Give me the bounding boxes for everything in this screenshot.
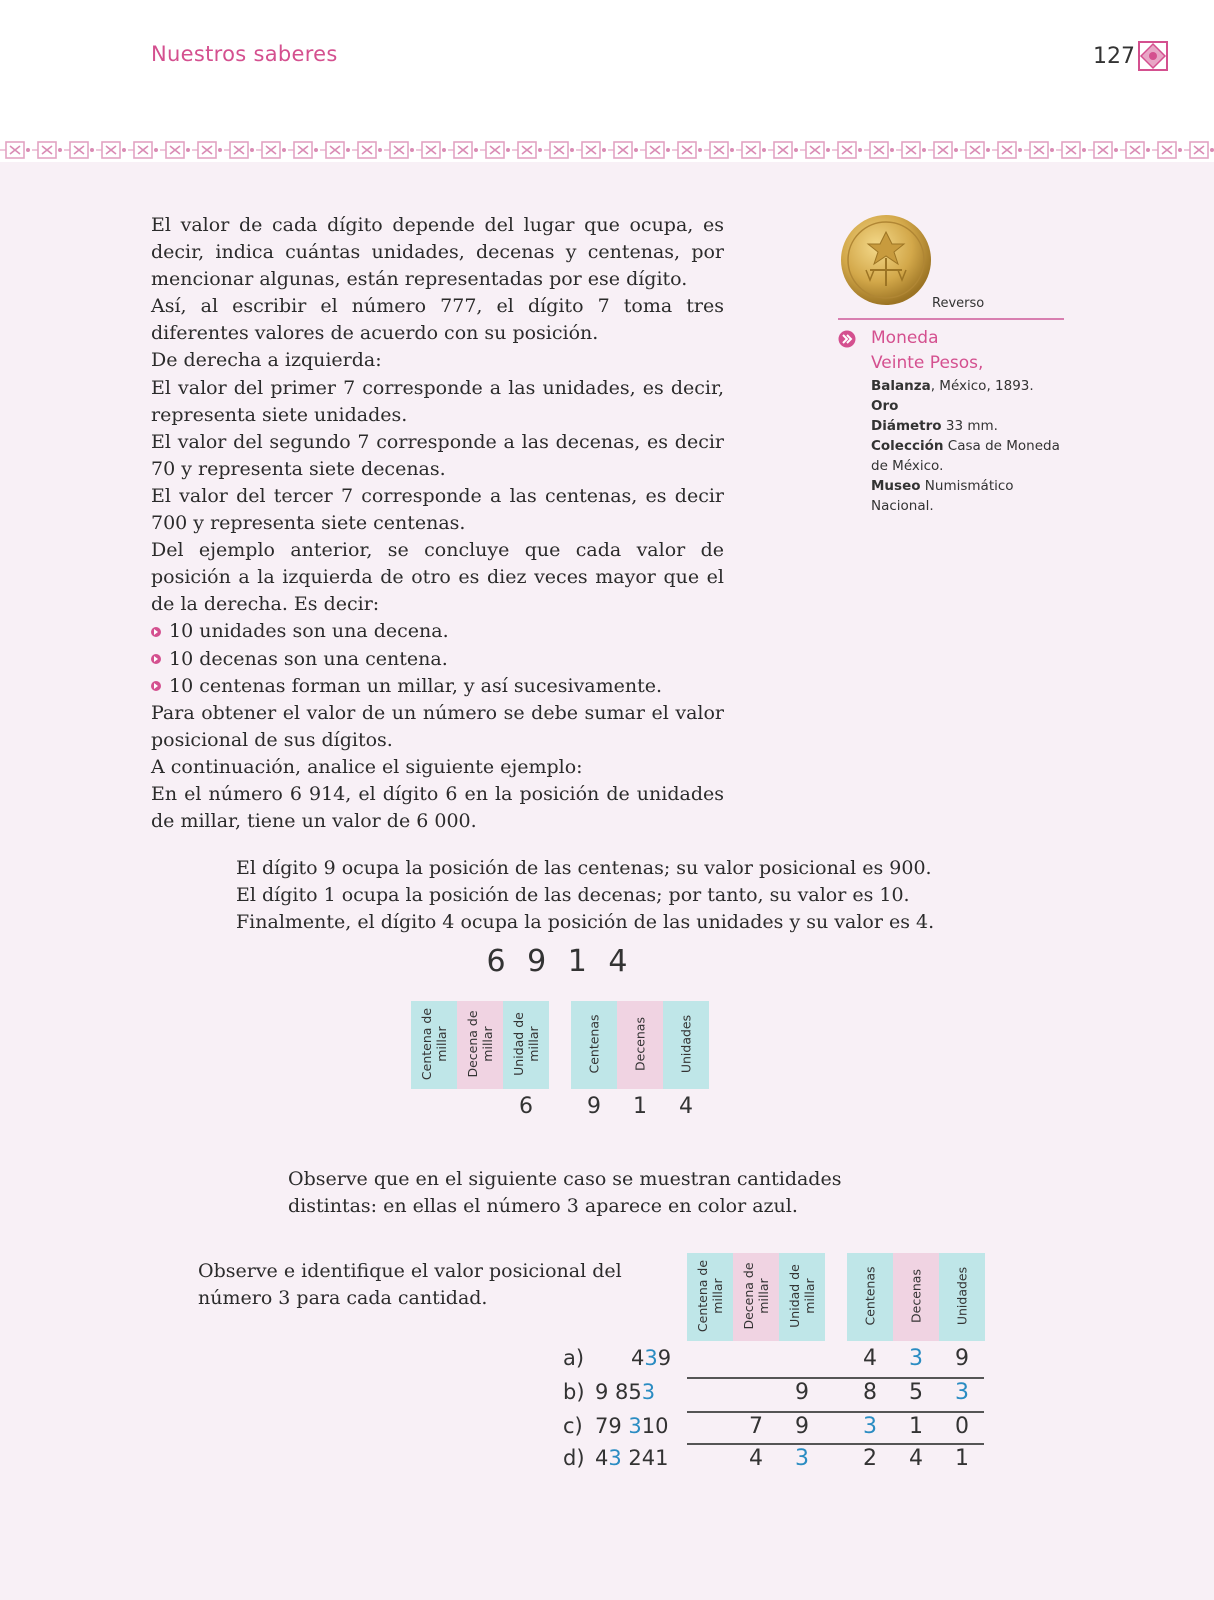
caption-subtitle: Veinte Pesos, — [871, 353, 984, 373]
column-decena-de-millar: Decena de millar — [457, 1001, 503, 1089]
place-value-table-2 — [687, 1253, 987, 1341]
table-digit-highlighted: 3 — [955, 1380, 969, 1405]
section-title: Nuestros saberes — [151, 42, 338, 66]
paragraph: En el número 6 914, el dígito 6 en la posición de unidades de millar, tiene un valor de 6 000. — [151, 782, 724, 833]
identify-text: Observe e identifique el valor posicional del número 3 para cada cantidad. — [198, 1260, 622, 1309]
table-digit: 1 — [909, 1414, 923, 1439]
column-decenas: Decenas — [893, 1253, 939, 1341]
paragraph: El valor de cada dígito depende del lugar que ocupa, es decir, indica cuántas unidades, decenas y centenas, por mencionar algunas, están representadas por ese dígito. — [151, 214, 724, 291]
table-digit: 9 — [795, 1380, 809, 1405]
table-digit-highlighted: 3 — [795, 1446, 809, 1471]
column-centenas: Centenas — [847, 1253, 893, 1341]
paragraph: Así, al escribir el número 777, el dígito 7 toma tres diferentes valores de acuerdo con su posición. — [151, 295, 724, 345]
column-unidades: Unidades — [939, 1253, 985, 1341]
bullet-icon — [151, 627, 161, 637]
table-digit: 9 — [955, 1346, 969, 1371]
quantity-row-a: a) 439 — [563, 1346, 672, 1370]
table-digit: 8 — [863, 1380, 877, 1405]
column-unidades: Unidades — [663, 1001, 709, 1089]
column-centena-de-millar: Centena de millar — [411, 1001, 457, 1089]
table-digit-highlighted: 3 — [909, 1346, 923, 1371]
row-divider — [687, 1443, 984, 1445]
ornament-icon — [1135, 38, 1171, 74]
column-centenas: Centenas — [571, 1001, 617, 1089]
column-decenas: Decenas — [617, 1001, 663, 1089]
table-digit: 4 — [749, 1446, 763, 1471]
quantity-row-c: c) 79 310 — [563, 1414, 669, 1438]
table-digit: 9 — [795, 1414, 809, 1439]
table-digit: 7 — [749, 1414, 763, 1439]
table-digit: 4 — [909, 1446, 923, 1471]
paragraph: El valor del segundo 7 corresponde a las decenas, es decir 70 y representa siete decenas. — [151, 430, 724, 480]
paragraph: Del ejemplo anterior, se concluye que cada valor de posición a la izquierda de otro es diez veces mayor que el de la derecha. Es decir: — [151, 539, 724, 616]
example-text: El dígito 9 ocupa la posición de las centenas; su valor posicional es 900. El dígito 1 ocupa la posición de las decenas; por tanto, su valor es 10. Finalmente, el dígito 4 ocupa la posición de las unidades y su valor es 4. — [236, 857, 935, 933]
paragraph: Para obtener el valor de un número se debe sumar el valor posicional de sus dígitos. — [151, 701, 724, 751]
observe-text: Observe que en el siguiente caso se muestran cantidades distintas: en ellas el número 3 aparece en color azul. — [288, 1168, 842, 1217]
table-digit: 6 — [519, 1094, 533, 1119]
bullet-item: 10 decenas son una centena. — [151, 646, 724, 673]
bullet-item: 10 unidades son una decena. — [151, 618, 724, 645]
paragraph: A continuación, analice el siguiente ejemplo: — [151, 755, 583, 778]
row-divider — [687, 1411, 984, 1413]
example-number: 6 9 1 4 — [486, 944, 634, 979]
main-text — [151, 212, 724, 835]
table-digit: 4 — [863, 1346, 877, 1371]
column-decena-de-millar: Decena de millar — [733, 1253, 779, 1341]
chevron-right-icon — [838, 330, 856, 348]
table-digit-highlighted: 3 — [863, 1414, 877, 1439]
coin-image — [840, 214, 932, 306]
bullet-item: 10 centenas forman un millar, y así sucesivamente. — [151, 673, 724, 700]
paragraph: De derecha a izquierda: — [151, 349, 382, 372]
table-digit: 1 — [955, 1446, 969, 1471]
table-digit: 1 — [633, 1094, 647, 1119]
bullet-icon — [151, 654, 161, 664]
bullet-icon — [151, 681, 161, 691]
coin-side-label: Reverso — [932, 296, 985, 311]
column-centena-de-millar: Centena de millar — [687, 1253, 733, 1341]
column-unidad-de-millar: Unidad de millar — [503, 1001, 549, 1089]
decorative-band — [0, 138, 1214, 162]
table-digit: 0 — [955, 1414, 969, 1439]
table-digit: 4 — [679, 1094, 693, 1119]
caption-title: Moneda — [871, 328, 939, 348]
table-digit: 5 — [909, 1380, 923, 1405]
place-value-table — [411, 1001, 711, 1089]
coin-caption: Moneda Veinte Pesos, Balanza, México, 1893. Oro Diámetro 33 mm. Colección Casa de Moneda de México. Museo Numismático Nacional. — [871, 326, 1071, 516]
table-digit: 2 — [863, 1446, 877, 1471]
page-number: 127 — [1093, 44, 1135, 69]
quantity-row-b: b) 9 853 — [563, 1380, 656, 1404]
quantity-row-d: d) 43 241 — [563, 1446, 669, 1470]
paragraph: El valor del tercer 7 corresponde a las centenas, es decir 700 y representa siete centenas. — [151, 484, 724, 535]
column-unidad-de-millar: Unidad de millar — [779, 1253, 825, 1341]
caption-divider — [838, 318, 1064, 320]
paragraph: El valor del primer 7 corresponde a las unidades, es decir, representa siete unidades. — [151, 376, 724, 426]
table-digit: 9 — [587, 1094, 601, 1119]
row-divider — [687, 1377, 984, 1379]
